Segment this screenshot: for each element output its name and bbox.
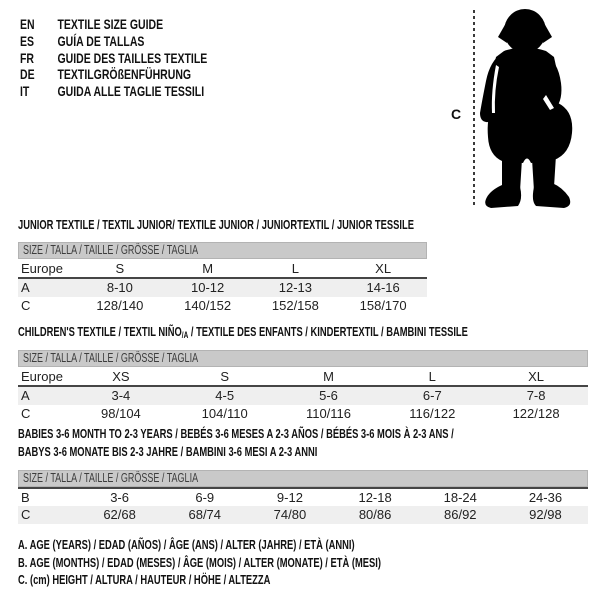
value-cell: 62/68: [103, 507, 136, 523]
row-label-cell: B: [21, 490, 30, 505]
size-cell: XS: [112, 369, 130, 384]
table-row-height: [18, 405, 588, 422]
table-row-height: [18, 506, 588, 523]
size-caption-bar: SIZE / TALLA / TAILLE / GRÖSSE / TAGLIA: [18, 242, 427, 259]
lang-text: GUIDE DES TAILLES TEXTILE: [57, 49, 208, 66]
value-cell: 7-8: [526, 388, 546, 404]
footnote-b: B. AGE (MONTHS) / EDAD (MESES) / ÂGE (MOIS) / ALTER (MONATE) / ETÀ (MESI): [18, 554, 381, 570]
table-row-height: [18, 297, 427, 314]
baby-silhouette: [478, 7, 578, 212]
value-cell: 68/74: [188, 507, 222, 523]
children-table-title: CHILDREN'S TEXTILE / TEXTIL $NIÑO_{/A}$ / TEXTILE DES ENFANTS / KINDERTEXTIL / BAMBINI TESSILE: [18, 324, 468, 340]
column-header-row: [18, 368, 588, 387]
value-cell: 4-5: [215, 388, 235, 404]
table-row-age-months: [18, 489, 588, 506]
value-cell: 5-6: [319, 388, 338, 404]
babies-size-table: [18, 470, 588, 524]
lang-code: DE: [20, 66, 35, 83]
region-label-cell: Europe: [21, 369, 63, 384]
value-cell: 6-9: [195, 490, 215, 505]
value-cell: 3-6: [110, 490, 129, 505]
size-cell: S: [220, 369, 230, 384]
lang-code: EN: [20, 16, 35, 32]
row-label-cell: C: [21, 297, 31, 313]
value-cell: 80/86: [358, 507, 392, 523]
junior-table-title: JUNIOR TEXTILE / TEXTIL JUNIOR/ TEXTILE JUNIOR / JUNIORTEXTIL / JUNIOR TESSILE: [18, 217, 414, 232]
lang-code: FR: [20, 49, 35, 66]
value-cell: 110/116: [305, 405, 352, 421]
lang-code: IT: [20, 83, 30, 100]
value-cell: 98/104: [101, 405, 141, 421]
lang-text: TEXTILGRÖßENFÜHRUNG: [57, 66, 192, 83]
lang-row-it: [20, 83, 440, 100]
row-label-cell: A: [21, 280, 30, 296]
size-caption-bar: SIZE / TALLA / TAILLE / GRÖSSE / TAGLIA: [18, 470, 588, 487]
table-row-age: [18, 387, 588, 404]
junior-size-table: [18, 242, 427, 314]
column-header-row: [18, 260, 427, 279]
footnote-c: C. (cm) HEIGHT / ALTURA / HAUTEUR / HÖHE / ALTEZZA: [18, 572, 271, 587]
value-cell: 9-12: [276, 490, 303, 505]
value-cell: 10-12: [191, 280, 225, 296]
lang-text: GUIDA ALLE TAGLIE TESSILI: [57, 83, 205, 100]
height-dashed-line: [473, 10, 475, 208]
value-cell: 128/140: [96, 297, 144, 313]
size-cell: XL: [528, 369, 545, 384]
footnotes-block: [18, 536, 522, 589]
size-cell: S: [115, 261, 125, 276]
value-cell: 158/170: [359, 297, 407, 313]
lang-row-es: [20, 33, 440, 50]
value-cell: 74/80: [273, 507, 307, 523]
language-title-block: [20, 16, 440, 100]
value-cell: 12-13: [278, 280, 312, 296]
lang-row-en: [20, 16, 440, 33]
value-cell: 116/122: [409, 405, 456, 421]
size-cell: M: [323, 369, 334, 384]
value-cell: 140/152: [184, 297, 232, 313]
lang-row-fr: [20, 50, 440, 67]
value-cell: 12-18: [358, 490, 392, 505]
region-label-cell: Europe: [21, 261, 63, 276]
babies-table-title: BABIES 3-6 MONTH TO 2-3 YEARS / BEBÉS 3-6 MESES A 2-3 AÑOS / BÉBÉS 3-6 MOIS À 2-3 ANS / BABYS 3-6 MONATE BIS 2-3 JAHRE / BAMBINI 3-6 MESI A 2-3 ANNI: [18, 426, 454, 459]
value-cell: 152/158: [271, 297, 319, 313]
value-cell: 24-36: [528, 490, 563, 505]
row-label-cell: C: [21, 405, 31, 421]
value-cell: 14-16: [366, 280, 400, 296]
lang-row-de: [20, 66, 440, 83]
size-cell: L: [428, 369, 436, 384]
value-cell: 6-7: [422, 388, 442, 404]
value-cell: 3-4: [111, 388, 131, 404]
lang-code: ES: [20, 32, 35, 49]
value-cell: 104/110: [201, 405, 248, 421]
size-caption-bar: SIZE / TALLA / TAILLE / GRÖSSE / TAGLIA: [18, 350, 588, 367]
value-cell: 8-10: [106, 280, 133, 296]
footnote-a: A. AGE (YEARS) / EDAD (AÑOS) / ÂGE (ANS) / ALTER (JAHRE) / ETÀ (ANNI): [18, 537, 355, 552]
table-row-age: [18, 279, 427, 296]
row-label-cell: C: [21, 507, 31, 523]
size-cell: M: [202, 261, 214, 276]
lang-text: TEXTILE SIZE GUIDE: [57, 16, 164, 32]
value-cell: 92/98: [529, 507, 562, 523]
value-cell: 122/128: [512, 405, 560, 421]
measure-c-label: C: [451, 106, 462, 122]
children-size-table: [18, 350, 588, 422]
size-cell: L: [291, 261, 299, 276]
value-cell: 86/92: [444, 507, 477, 523]
value-cell: 18-24: [443, 490, 477, 505]
row-label-cell: A: [21, 388, 30, 404]
lang-text: GUÍA DE TALLAS: [57, 32, 145, 49]
size-cell: XL: [375, 261, 392, 276]
